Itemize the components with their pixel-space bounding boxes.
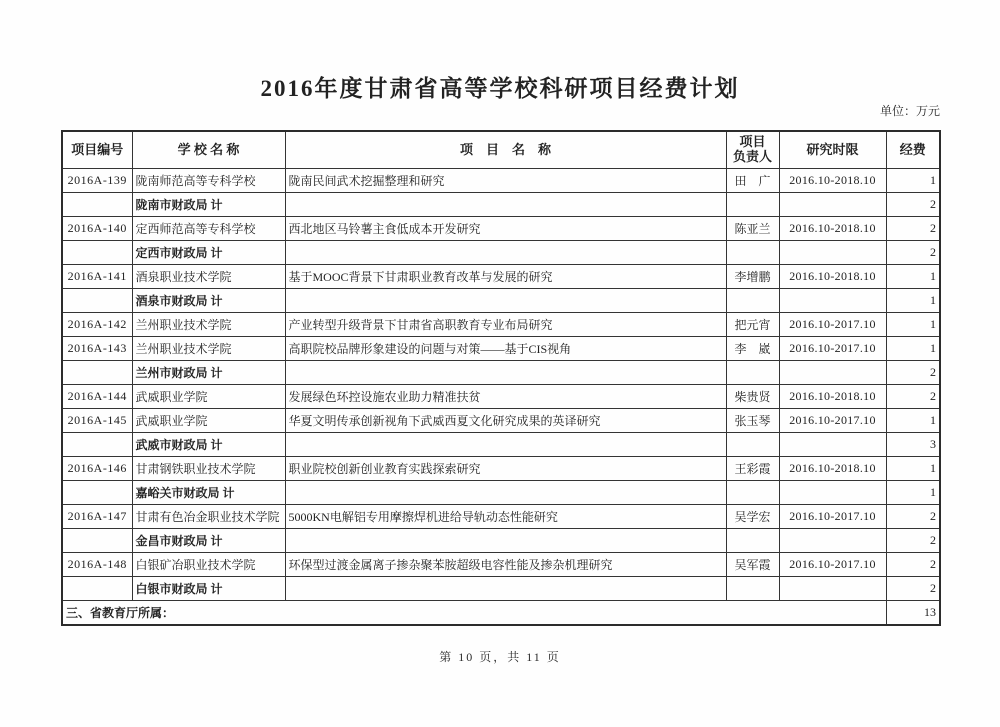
cell-code: 2016A-142: [62, 313, 132, 337]
cell-fee: 1: [886, 313, 940, 337]
subtotal-row: [62, 481, 940, 505]
cell-fee: 1: [886, 289, 940, 313]
cell-code: [62, 481, 132, 505]
cell-period: 2016.10-2018.10: [779, 457, 886, 481]
funding-table: [61, 130, 941, 626]
cell-leader: [726, 529, 779, 553]
page-title: 2016年度甘肃省高等学校科研项目经费计划: [260, 76, 740, 101]
cell-code: 2016A-145: [62, 409, 132, 433]
cell-project: [285, 361, 726, 385]
cell-code: 2016A-141: [62, 265, 132, 289]
column-header-code: 项目编号: [62, 131, 132, 169]
cell-leader: [726, 289, 779, 313]
data-row: [62, 217, 940, 241]
cell-leader: [726, 433, 779, 457]
cell-leader: [726, 241, 779, 265]
section-row: [62, 601, 940, 626]
cell-fee: 2: [886, 577, 940, 601]
cell-period: [779, 433, 886, 457]
subtotal-row: [62, 289, 940, 313]
cell-project: 环保型过渡金属离子掺杂聚苯胺超级电容性能及掺杂机理研究: [285, 553, 726, 577]
cell-fee: 2: [886, 553, 940, 577]
cell-school: 甘肃钢铁职业技术学院: [132, 457, 285, 481]
cell-fee: 2: [886, 193, 940, 217]
cell-fee: 3: [886, 433, 940, 457]
cell-leader: [726, 481, 779, 505]
cell-code: [62, 577, 132, 601]
cell-project: 职业院校创新创业教育实践探索研究: [285, 457, 726, 481]
cell-school: 定西市财政局 计: [132, 241, 285, 265]
cell-fee: 2: [886, 361, 940, 385]
cell-leader: 田 广: [726, 169, 779, 193]
cell-period: 2016.10-2017.10: [779, 505, 886, 529]
cell-fee: 1: [886, 409, 940, 433]
cell-leader: 吴学宏: [726, 505, 779, 529]
cell-code: 2016A-144: [62, 385, 132, 409]
subtotal-row: [62, 241, 940, 265]
cell-school: 白银市财政局 计: [132, 577, 285, 601]
cell-fee: 2: [886, 385, 940, 409]
column-header-period: 研究时限: [779, 131, 886, 169]
cell-project: 陇南民间武术挖掘整理和研究: [285, 169, 726, 193]
cell-period: 2016.10-2017.10: [779, 337, 886, 361]
cell-leader: 王彩霞: [726, 457, 779, 481]
cell-period: [779, 577, 886, 601]
cell-project: 基于MOOC背景下甘肃职业教育改革与发展的研究: [285, 265, 726, 289]
subtotal-row: [62, 577, 940, 601]
cell-project: 高职院校品牌形象建设的问题与对策——基于CIS视角: [285, 337, 726, 361]
cell-project: [285, 289, 726, 313]
data-row: [62, 457, 940, 481]
cell-school: 武威职业学院: [132, 385, 285, 409]
cell-fee: 1: [886, 169, 940, 193]
data-row: [62, 313, 940, 337]
cell-period: 2016.10-2017.10: [779, 409, 886, 433]
cell-period: 2016.10-2018.10: [779, 265, 886, 289]
cell-leader: 陈亚兰: [726, 217, 779, 241]
cell-fee: 1: [886, 265, 940, 289]
data-row: [62, 385, 940, 409]
cell-school: 兰州职业技术学院: [132, 313, 285, 337]
data-row: [62, 505, 940, 529]
cell-project: [285, 241, 726, 265]
cell-code: [62, 529, 132, 553]
cell-code: [62, 433, 132, 457]
cell-code: 2016A-147: [62, 505, 132, 529]
cell-fee: 1: [886, 337, 940, 361]
cell-code: [62, 289, 132, 313]
cell-school: 白银矿冶职业技术学院: [132, 553, 285, 577]
cell-school: 酒泉职业技术学院: [132, 265, 285, 289]
cell-school: 武威职业学院: [132, 409, 285, 433]
cell-project: [285, 481, 726, 505]
subtotal-row: [62, 361, 940, 385]
cell-leader: 吴军霞: [726, 553, 779, 577]
cell-period: 2016.10-2018.10: [779, 217, 886, 241]
column-header-school: 学 校 名 称: [132, 131, 285, 169]
cell-school: 武威市财政局 计: [132, 433, 285, 457]
cell-project: 5000KN电解铝专用摩擦焊机进给导轨动态性能研究: [285, 505, 726, 529]
cell-code: 2016A-139: [62, 169, 132, 193]
cell-leader: 把元宵: [726, 313, 779, 337]
cell-leader: [726, 193, 779, 217]
cell-school: 甘肃有色冶金职业技术学院: [132, 505, 285, 529]
cell-period: 2016.10-2017.10: [779, 553, 886, 577]
cell-period: [779, 193, 886, 217]
cell-leader: 张玉琴: [726, 409, 779, 433]
page-number: 第 10 页，共 11 页: [439, 650, 561, 664]
cell-school: 陇南师范高等专科学校: [132, 169, 285, 193]
subtotal-row: [62, 529, 940, 553]
cell-fee: 2: [886, 529, 940, 553]
cell-leader: 柴贵贤: [726, 385, 779, 409]
column-header-leader: [726, 131, 779, 169]
cell-fee: 13: [886, 601, 940, 626]
column-header-project: 项 目 名 称: [285, 131, 726, 169]
cell-school: 酒泉市财政局 计: [132, 289, 285, 313]
cell-school: 嘉峪关市财政局 计: [132, 481, 285, 505]
cell-code: [62, 361, 132, 385]
cell-period: [779, 529, 886, 553]
cell-leader: [726, 361, 779, 385]
subtotal-row: [62, 193, 940, 217]
cell-code: [62, 193, 132, 217]
cell-period: [779, 289, 886, 313]
table-body: [62, 169, 940, 626]
cell-project: [285, 577, 726, 601]
cell-project: 产业转型升级背景下甘肃省高职教育专业布局研究: [285, 313, 726, 337]
cell-leader: [726, 577, 779, 601]
data-row: [62, 553, 940, 577]
cell-code: 2016A-146: [62, 457, 132, 481]
cell-period: 2016.10-2018.10: [779, 385, 886, 409]
cell-fee: 1: [886, 457, 940, 481]
data-row: [62, 169, 940, 193]
cell-period: 2016.10-2017.10: [779, 313, 886, 337]
cell-fee: 1: [886, 481, 940, 505]
cell-fee: 2: [886, 241, 940, 265]
cell-project: [285, 193, 726, 217]
cell-project: 西北地区马铃薯主食低成本开发研究: [285, 217, 726, 241]
cell-school: 兰州市财政局 计: [132, 361, 285, 385]
cell-school: 陇南市财政局 计: [132, 193, 285, 217]
data-row: [62, 409, 940, 433]
cell-fee: 2: [886, 217, 940, 241]
cell-code: 2016A-143: [62, 337, 132, 361]
cell-leader: 李 崴: [726, 337, 779, 361]
cell-period: 2016.10-2018.10: [779, 169, 886, 193]
column-header-fee: 经费: [886, 131, 940, 169]
cell-project: 华夏文明传承创新视角下武威西夏文化研究成果的英译研究: [285, 409, 726, 433]
cell-fee: 2: [886, 505, 940, 529]
column-header-leader-line2: 负责人: [732, 149, 772, 164]
cell-project: [285, 529, 726, 553]
cell-code: 2016A-140: [62, 217, 132, 241]
column-header-leader-line1: 项目: [739, 134, 766, 150]
cell-school: 兰州职业技术学院: [132, 337, 285, 361]
data-row: [62, 265, 940, 289]
cell-project: 发展绿色环控设施农业助力精准扶贫: [285, 385, 726, 409]
cell-leader: 李增鹏: [726, 265, 779, 289]
cell-school: 定西师范高等专科学校: [132, 217, 285, 241]
cell-period: [779, 481, 886, 505]
cell-period: [779, 241, 886, 265]
cell-section-label: 三、省教育厅所属：: [62, 601, 886, 626]
header-row: [62, 131, 940, 169]
cell-code: 2016A-148: [62, 553, 132, 577]
subtotal-row: [62, 433, 940, 457]
cell-project: [285, 433, 726, 457]
cell-school: 金昌市财政局 计: [132, 529, 285, 553]
cell-code: [62, 241, 132, 265]
data-row: [62, 337, 940, 361]
cell-period: [779, 361, 886, 385]
unit-note: 单位：万元: [879, 104, 940, 118]
